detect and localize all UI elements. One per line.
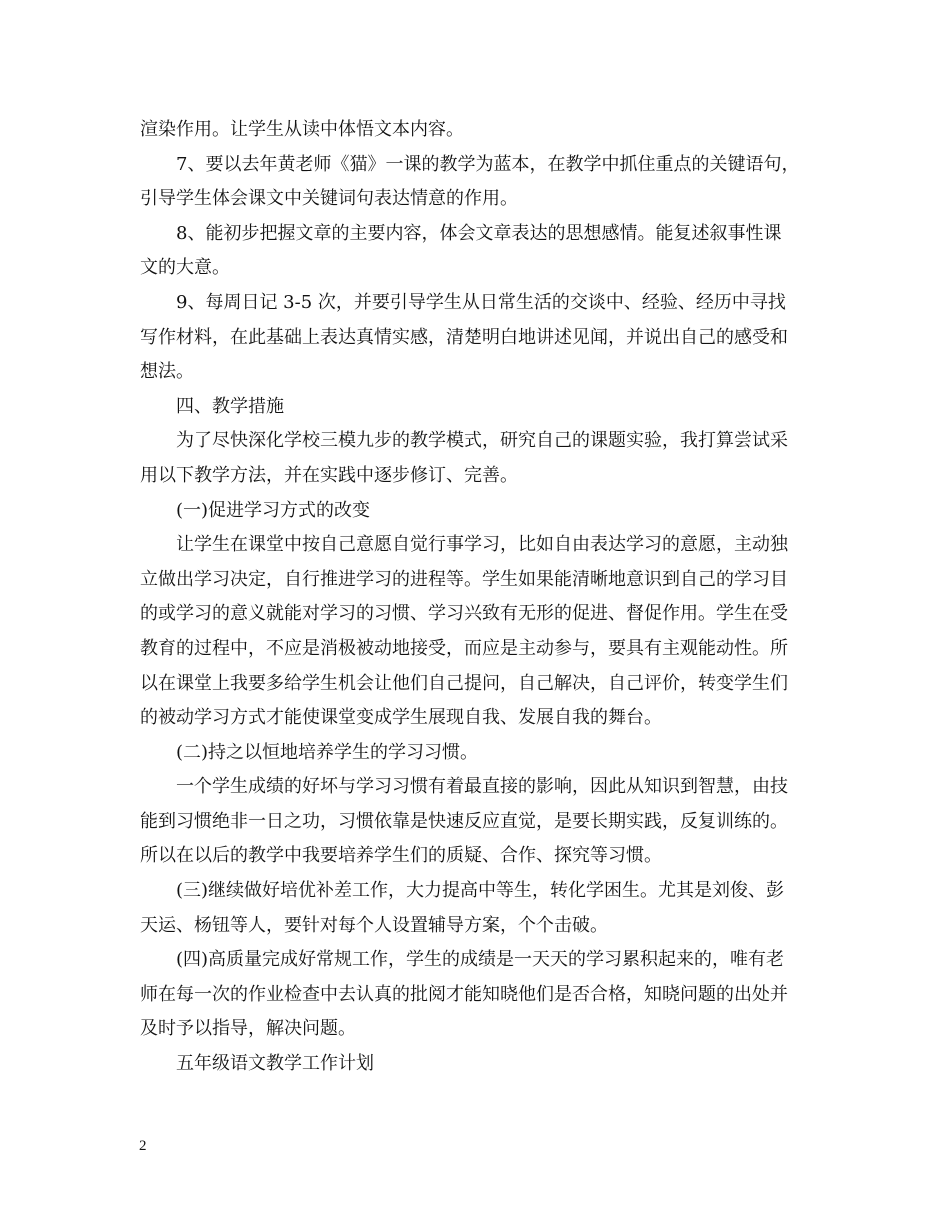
text-line: 立做出学习决定，自行推进学习的进程等。学生如果能清晰地意识到自己的学习目 (140, 568, 788, 590)
text-line: (三)继续做好培优补差工作，大力提高中等生，转化学困生。尤其是刘俊、彭 (176, 880, 785, 902)
text-line: 一个学生成绩的好坏与学习习惯有着最直接的影响，因此从知识到智慧，由技 (176, 776, 788, 798)
text-line: 天运、杨钮等人，要针对每个人设置辅导方案，个个击破。 (140, 914, 608, 936)
text-line: 写作材料，在此基础上表达真情实感，清楚明白地讲述见闻，并说出自己的感受和 (140, 326, 788, 348)
text-line: (四)高质量完成好常规工作，学生的成绩是一天天的学习累积起来的，唯有老 (176, 949, 785, 971)
text-line: 7、要以去年黄老师《猫》一课的教学为蓝本，在教学中抓住重点的关键语句， (176, 153, 800, 175)
text-line: 引导学生体会课文中关键词句表达情意的作用。 (140, 188, 518, 210)
text-line: 想法。 (140, 361, 194, 383)
text-line: 为了尽快深化学校三模九步的教学模式，研究自己的课题实验，我打算尝试采 (176, 430, 788, 452)
text-line: 8、能初步把握文章的主要内容，体会文章表达的思想感情。能复述叙事性课 (176, 222, 782, 244)
text-line: 文的大意。 (140, 257, 230, 279)
text-line: 能到习惯绝非一日之功，习惯依靠是快速反应直觉，是要长期实践，反复训练的。 (140, 810, 788, 832)
text-line: 用以下教学方法，并在实践中逐步修订、完善。 (140, 464, 518, 486)
text-line: 四、教学措施 (176, 395, 284, 417)
text-line: 及时予以指导，解决问题。 (140, 1018, 356, 1040)
body-text (140, 113, 830, 1082)
text-line: (一)促进学习方式的改变 (176, 499, 371, 521)
page-number: 2 (139, 1138, 147, 1154)
text-line: 教育的过程中，不应是消极被动地接受，而应是主动参与，要具有主观能动性。所 (140, 637, 788, 659)
text-line: 师在每一次的作业检查中去认真的批阅才能知晓他们是否合格，知晓问题的出处并 (140, 983, 788, 1005)
text-line: 的或学习的意义就能对学习的习惯、学习兴致有无形的促进、督促作用。学生在受 (140, 603, 788, 625)
text-line: 以在课堂上我要多给学生机会让他们自己提问，自己解决，自己评价，转变学生们 (140, 672, 788, 694)
text-line: 五年级语文教学工作计划 (176, 1053, 374, 1075)
text-line: 的被动学习方式才能使课堂变成学生展现自我、发展自我的舞台。 (140, 707, 662, 729)
text-line: (二)持之以恒地培养学生的学习习惯。 (176, 741, 479, 763)
text-line: 所以在以后的教学中我要培养学生们的质疑、合作、探究等习惯。 (140, 845, 662, 867)
text-line: 渲染作用。让学生从读中体悟文本内容。 (140, 119, 464, 140)
text-line: 9、每周日记 3-5 次，并要引导学生从日常生活的交谈中、经验、经历中寻找 (176, 291, 786, 313)
text-line: 让学生在课堂中按自己意愿自觉行事学习，比如自由表达学习的意愿，主动独 (176, 534, 788, 556)
